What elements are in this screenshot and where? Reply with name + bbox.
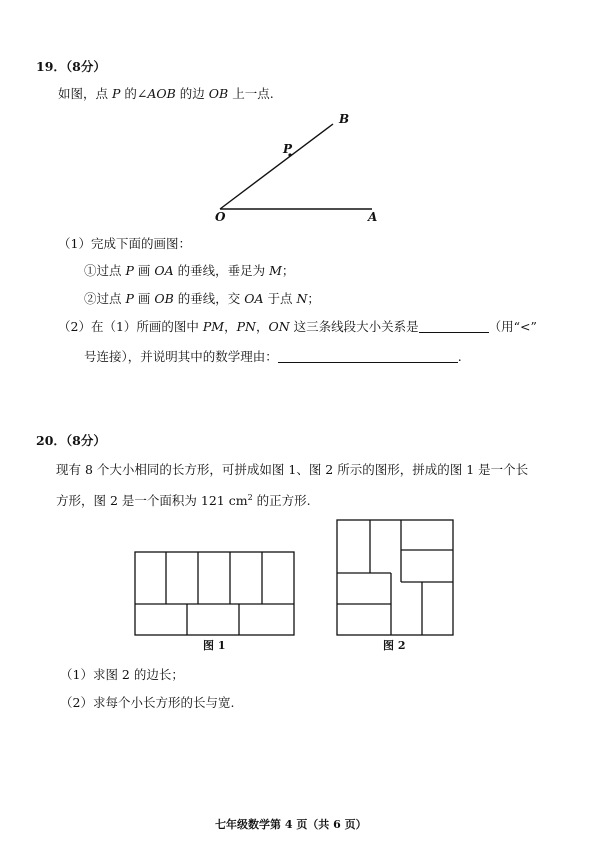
q19-header: 19．（8分） [36,59,106,74]
label-b: B [339,112,350,126]
q19-part2-line1: （2）在（1）所画的图中 PM，PN，ON 这三条线段大小关系是 （用“<” [58,319,537,334]
q20-stem-line2: 方形，图 2 是一个面积为 121 $cm^2$ 的正方形. [56,493,311,509]
q19-stem: 如图，点 P 的∠AOB 的边 OB 上一点. [58,86,274,101]
figure-2-caption: 图 2 [383,639,406,652]
q20-header: 20．（8分） [36,433,106,448]
label-p: P [283,142,293,156]
figure-2-outline [337,520,453,635]
figure-1-caption: 图 1 [203,639,226,652]
q19-part1-label: （1）完成下面的画图： [58,236,191,251]
q19-part2-line2: 号连接），并说明其中的数学理由： . [84,349,462,364]
label-a: A [368,210,378,224]
page-footer: 七年级数学第 4 页（共 6 页） [215,818,367,831]
q20-part2: （2）求每个小长方形的长与宽. [60,695,235,710]
q20-part1: （1）求图 2 的边长； [60,667,184,682]
q19-part1-step2: ②过点 P 画 OB 的垂线，交 OA 于点 N； [84,291,320,306]
q19-part1-step1: ①过点 P 画 OA 的垂线，垂足为 M； [84,263,295,278]
q20-stem-line1: 现有 8 个大小相同的长方形，可拼成如图 1、图 2 所示的图形，拼成的图 1 是一个长 [56,462,529,477]
label-o: O [215,210,226,224]
